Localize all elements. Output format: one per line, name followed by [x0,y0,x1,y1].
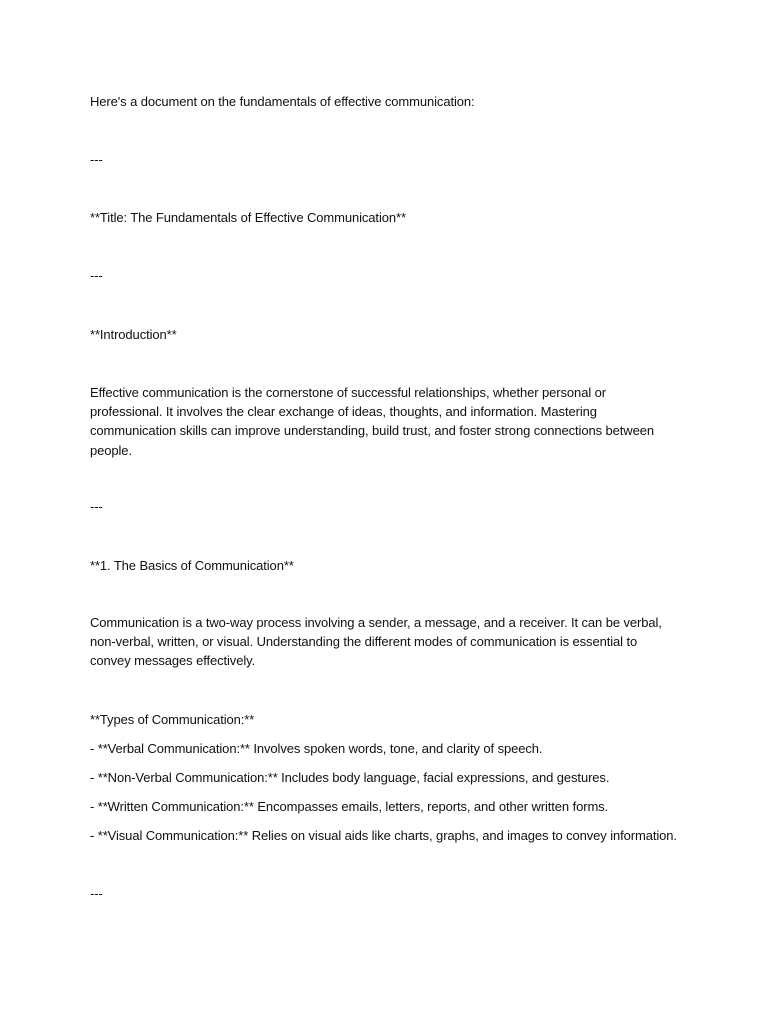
list-item: - **Verbal Communication:** Involves spoken words, tone, and clarity of speech. [90,741,543,756]
types-heading: **Types of Communication:** [90,712,255,727]
separator: --- [90,499,103,514]
separator: --- [90,886,103,901]
section-paragraph: Communication is a two-way process involving a sender, a message, and a receiver. It can be verbal, non-verbal, written, or visual. Understanding the different modes of communication is essential to convey messages effectively. [90,615,662,669]
intro-line: Here's a document on the fundamentals of effective communication: [90,94,475,109]
section-heading: **1. The Basics of Communication** [90,558,294,573]
separator: --- [90,268,103,283]
list-item: - **Visual Communication:** Relies on visual aids like charts, graphs, and images to convey information. [90,828,677,843]
list-item: - **Non-Verbal Communication:** Includes body language, facial expressions, and gestures. [90,770,610,785]
separator: --- [90,152,103,167]
introduction-paragraph: Effective communication is the cornerstone of successful relationships, whether personal or professional. It involves the clear exchange of ideas, thoughts, and information. Mastering communication skills can improve understanding, build trust, and foster strong connections between people. [90,385,654,458]
document-title: **Title: The Fundamentals of Effective Communication** [90,210,406,225]
list-item: - **Written Communication:** Encompasses emails, letters, reports, and other written forms. [90,799,609,814]
introduction-heading: **Introduction** [90,327,177,342]
